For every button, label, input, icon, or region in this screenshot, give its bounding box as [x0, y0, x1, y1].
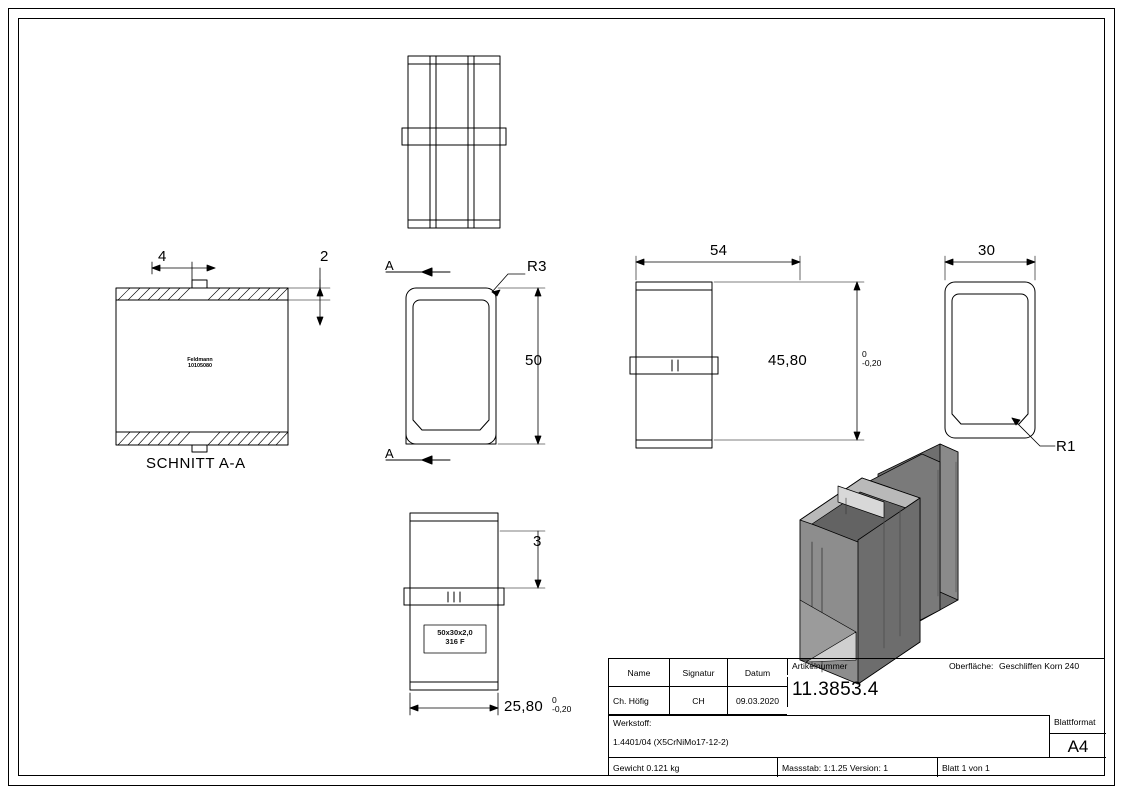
- tb-blatt-value: Blatt 1 von 1: [937, 757, 1106, 777]
- part-logo-tag: [168, 357, 232, 369]
- dim-tol-2580: [552, 696, 571, 714]
- tb-datum-label: Datum: [727, 659, 787, 687]
- section-arrows: [386, 268, 450, 464]
- tb-blattformat-value: A4: [1049, 733, 1106, 757]
- dim-label-30: 30: [978, 242, 996, 259]
- dim-tol-2580-lower: -0,20: [552, 704, 572, 714]
- dim-label-2: 2: [320, 248, 329, 265]
- dim-label-4580: 45,80: [768, 352, 808, 369]
- tb-gewicht-value: Gewicht 0.121 kg: [609, 757, 777, 777]
- part-stamp-tag: [424, 628, 486, 646]
- section-mark-a-top: A: [385, 258, 394, 273]
- view-right-profile: [945, 282, 1035, 438]
- view-front-profile: [406, 288, 496, 444]
- logo-line2: 10105080: [188, 363, 212, 369]
- tb-name-value: Ch. Höfig: [609, 687, 669, 715]
- tb-blattformat-label: Blattformat: [1049, 715, 1106, 733]
- view-bottom: [404, 513, 504, 690]
- dim-label-54: 54: [710, 242, 728, 259]
- view-right-center: [630, 282, 718, 448]
- dim-tol-4580-lower: -0,20: [862, 358, 882, 368]
- section-title: SCHNITT A-A: [146, 455, 246, 472]
- dim-tol-2580-upper: 0: [552, 695, 557, 705]
- dim-label-r1: R1: [1056, 438, 1076, 455]
- tb-oberflaeche-label: Oberfläche:: [949, 661, 994, 671]
- view-top: [402, 56, 506, 228]
- tb-werkstoff-value: 1.4401/04 (X5CrNiMo17-12-2): [613, 737, 729, 747]
- tb-signatur-value: CH: [669, 687, 727, 715]
- dim-tol-4580-upper: 0: [862, 349, 867, 359]
- dim-label-3: 3: [533, 533, 542, 550]
- stamp-line2: 316 F: [445, 637, 465, 646]
- stamp-line1: 50x30x2,0: [437, 628, 473, 637]
- logo-line1: Feldmann: [187, 357, 213, 363]
- tb-name-label: Name: [609, 659, 669, 687]
- dim-section: [152, 262, 330, 325]
- dim-54: [636, 256, 800, 280]
- tb-datum-value: 09.03.2020: [727, 687, 787, 715]
- title-block: [608, 658, 1105, 776]
- dim-label-r3: R3: [527, 258, 547, 275]
- tb-oberflaeche-value: Geschliffen Korn 240: [999, 661, 1080, 671]
- dim-label-2580: 25,80: [504, 698, 544, 715]
- view-isometric: [800, 444, 958, 684]
- tb-artikelnummer-label: Artikelnummer: [787, 659, 937, 675]
- tb-massstab-value: Massstab: 1:1.25 Version: 1: [777, 757, 937, 777]
- leader-r3: [492, 274, 525, 296]
- tb-signatur-label: Signatur: [669, 659, 727, 687]
- dim-label-50: 50: [525, 352, 543, 369]
- dim-30: [945, 256, 1035, 280]
- dim-label-4: 4: [158, 248, 167, 265]
- tb-werkstoff-label: Werkstoff:: [609, 715, 1049, 733]
- leader-r1: [1012, 418, 1055, 446]
- section-mark-a-bottom: A: [385, 446, 394, 461]
- dim-2580: [410, 693, 498, 715]
- tb-artikelnummer-value: 11.3853.4: [787, 677, 937, 707]
- dim-tol-4580: [862, 350, 881, 368]
